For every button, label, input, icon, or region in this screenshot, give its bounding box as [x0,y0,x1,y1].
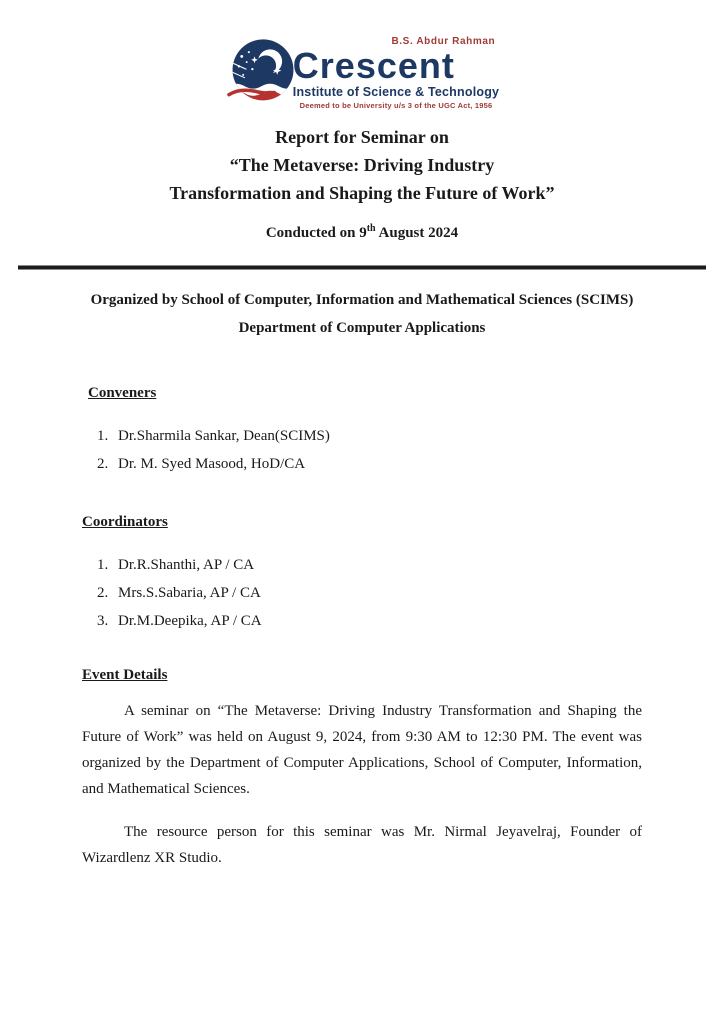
logo-inner [225,36,499,110]
ordinal-superscript: th [366,223,376,234]
horizontal-rule [18,265,706,270]
logo-deemed-line: Deemed to be University u/s 3 of the UGC Act, 1956 [299,101,493,110]
list-item: 2. Mrs.S.Sabaria, AP / CA [112,584,724,603]
resource-person-paragraph: The resource person for this seminar was Mr. Nirmal Jeyavelraj, Founder of Wizardlenz XR Studio. [82,824,642,866]
coordinators-list [0,556,724,631]
logo-text [293,36,499,110]
logo-subtitle: Institute of Science & Technology [292,85,500,99]
institution-logo [0,0,724,110]
list-item: 1. Dr.R.Shanthi, AP / CA [112,556,724,575]
logo-pre-title: B.S. Abdur Rahman [391,36,496,47]
report-title-line2: “The Metaverse: Driving Industry [229,155,495,175]
report-title-line3: Transformation and Shaping the Future of Work” [169,183,555,203]
event-details-heading: Event Details [82,667,168,683]
report-title-line1: Report for Seminar on [275,127,449,147]
organizer-line1: Organized by School of Computer, Information and Mathematical Sciences (SCIMS) [90,292,634,308]
report-title [0,123,724,207]
logo-institution-name: Crescent [292,45,455,86]
list-item: 2. Dr. M. Syed Masood, HoD/CA [112,455,724,474]
list-item: 3. Dr.M.Deepika, AP / CA [112,612,724,631]
event-details-paragraph: A seminar on “The Metaverse: Driving Industry Transformation and Shaping the Future of Work” was held on August 9, 2024, from 9:30 AM to 12:30 PM. The event was organized by the Department of Computer Applications, School of Computer, Information, and Mathematical Sciences. [82,703,642,797]
coordinators-heading: Coordinators [82,514,168,530]
conveners-list [0,427,724,474]
organizer-line2: Department of Computer Applications [238,320,486,336]
conducted-date-line [0,223,724,242]
conducted-suffix: August 2024 [375,225,459,241]
list-item: 1. Dr.Sharmila Sankar, Dean(SCIMS) [112,427,724,446]
crescent-moon-emblem-icon [225,38,301,106]
conveners-heading: Conveners [88,385,157,401]
conducted-prefix: Conducted on 9 [265,225,367,241]
